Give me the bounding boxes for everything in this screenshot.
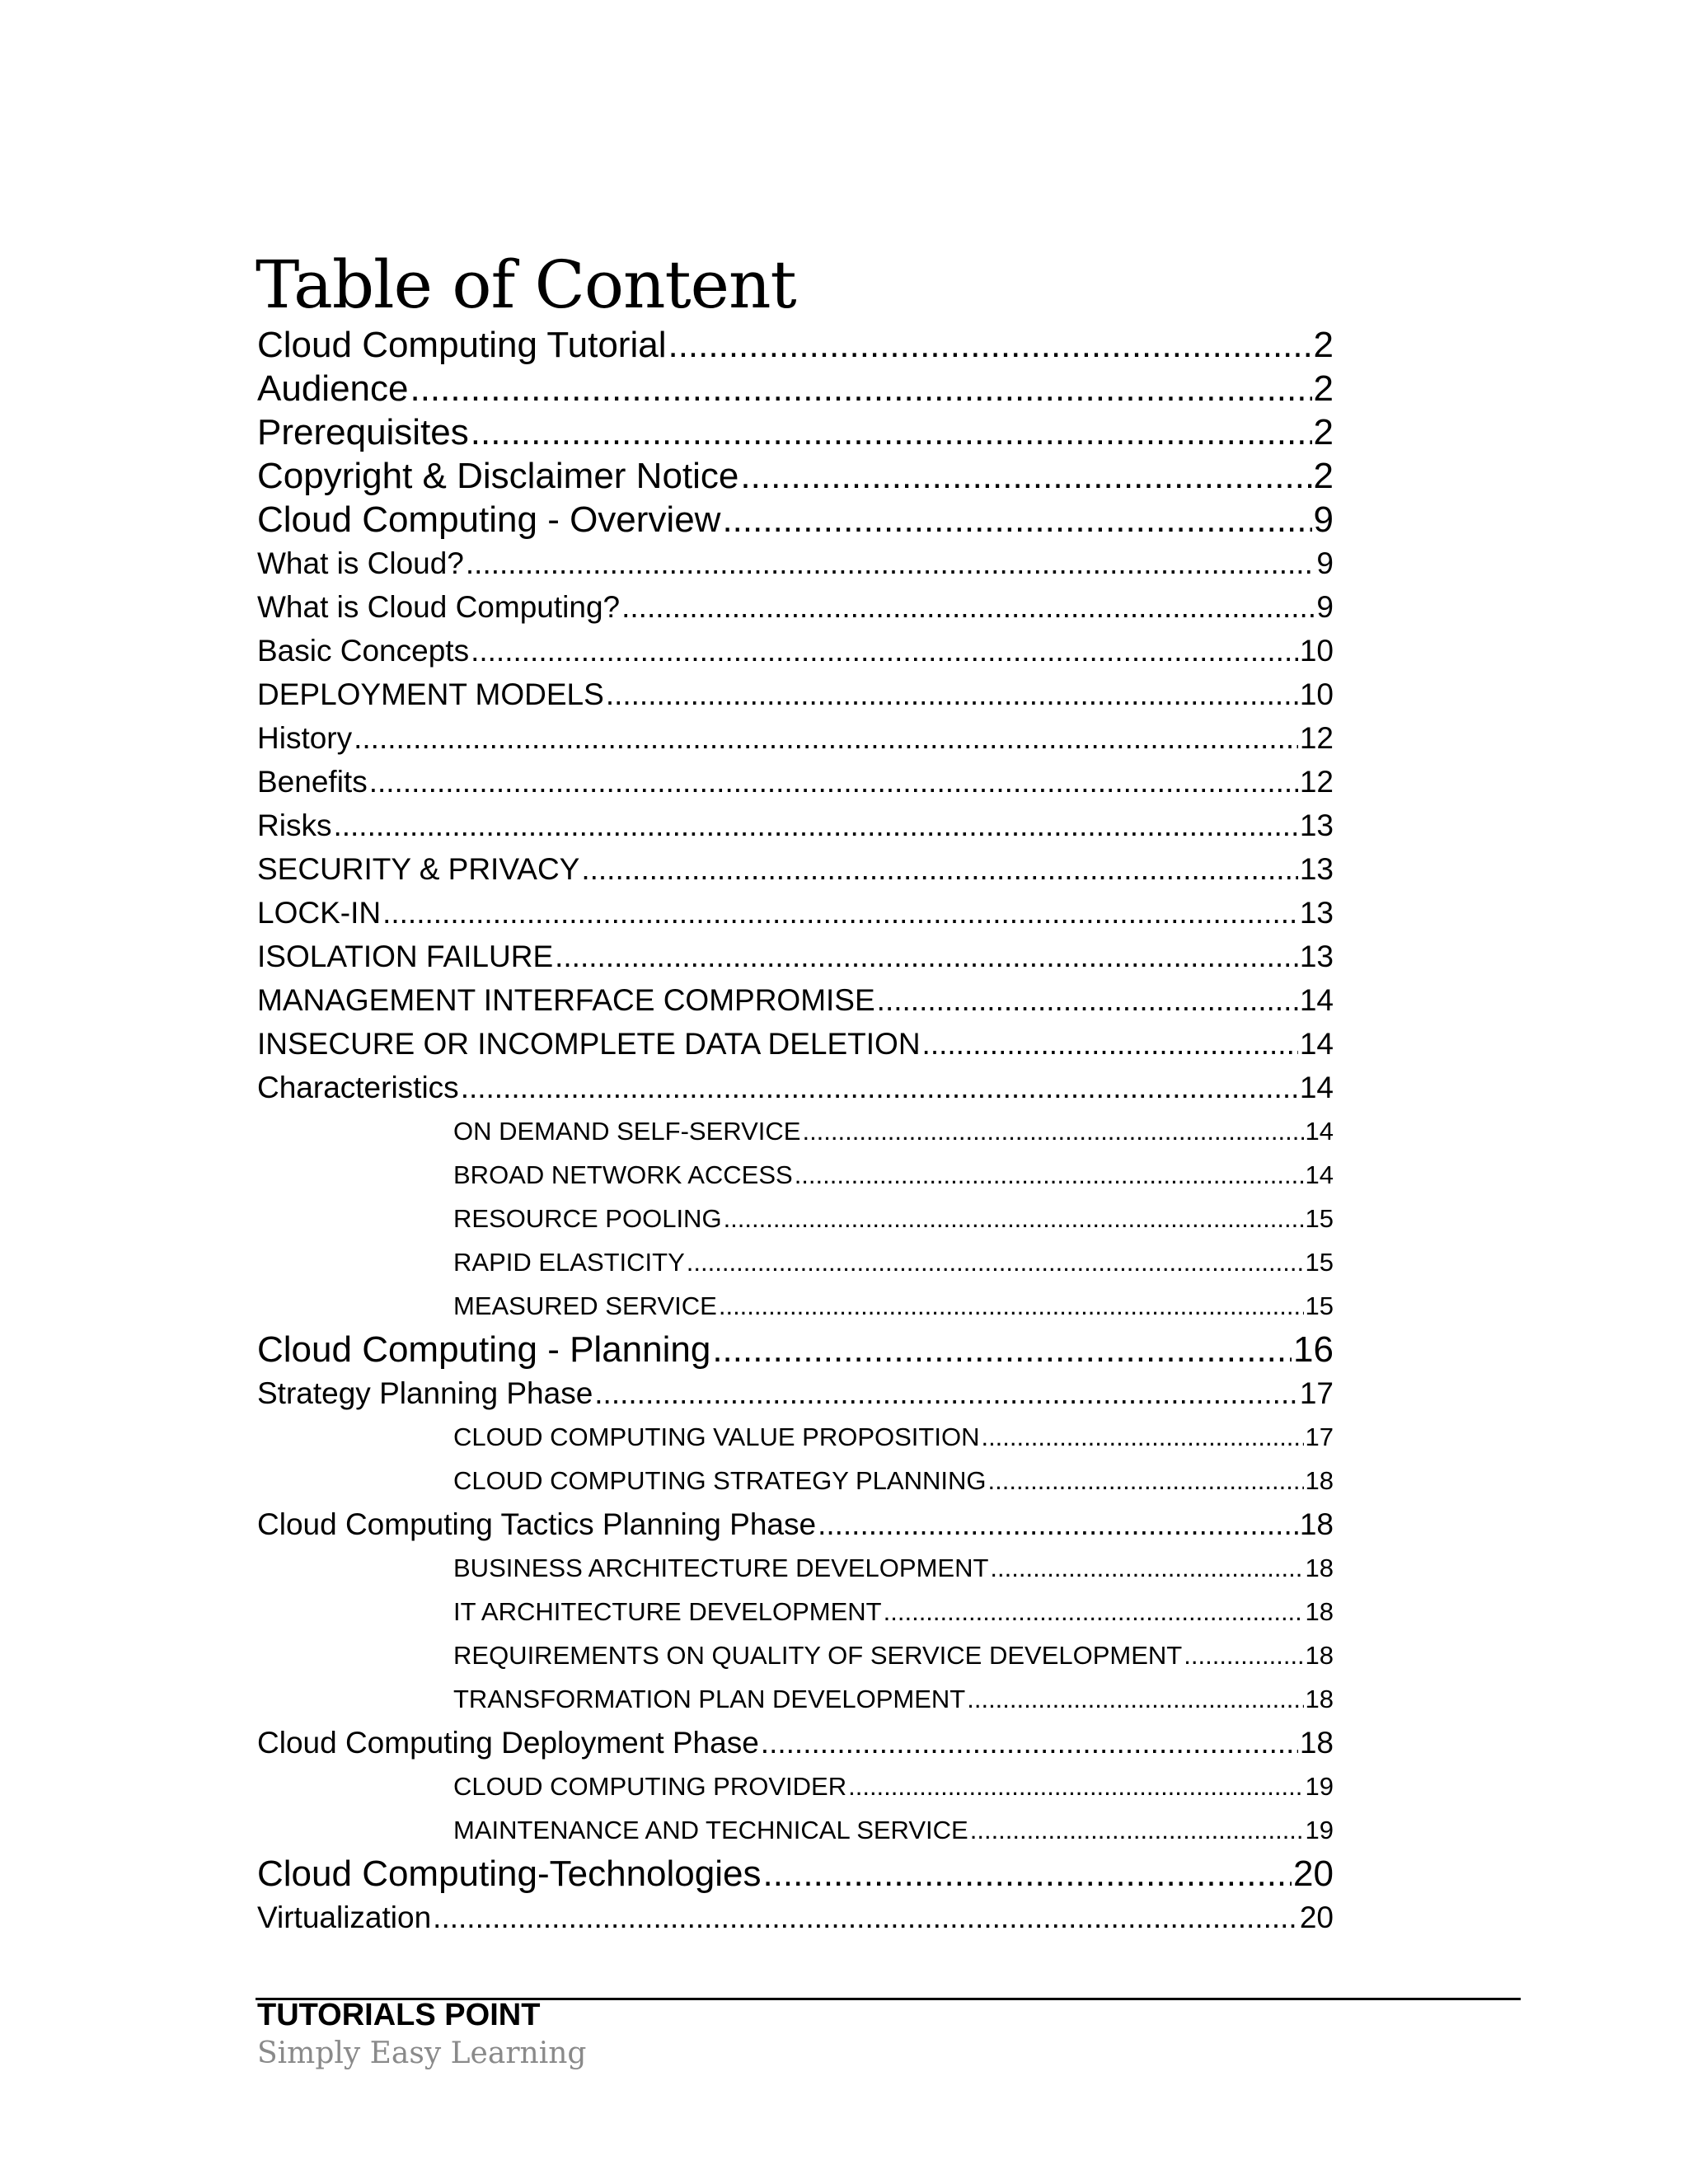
toc-dot-leader bbox=[687, 1246, 1304, 1279]
toc-dot-leader bbox=[1184, 1639, 1303, 1672]
toc-entry[interactable] bbox=[453, 1770, 1334, 1803]
toc-entry[interactable] bbox=[257, 982, 1334, 1019]
toc-entry[interactable] bbox=[453, 1639, 1334, 1672]
toc-dot-leader bbox=[471, 632, 1298, 670]
toc-entry[interactable] bbox=[257, 632, 1334, 670]
toc-dot-leader bbox=[555, 938, 1298, 976]
toc-entry-label: ISOLATION FAILURE bbox=[257, 939, 554, 973]
toc-entry-label: Prerequisites bbox=[257, 411, 469, 452]
toc-dot-leader bbox=[668, 323, 1311, 368]
toc-entry-label: Virtualization bbox=[257, 1900, 432, 1934]
toc-dot-leader bbox=[382, 894, 1298, 932]
toc-entry-page-number: 18 bbox=[1299, 1507, 1334, 1541]
toc-entry-page-number: 15 bbox=[1305, 1247, 1334, 1277]
toc-dot-leader bbox=[802, 1115, 1303, 1148]
toc-entry-label: RAPID ELASTICITY bbox=[453, 1247, 685, 1277]
toc-entry-page-number: 9 bbox=[1316, 546, 1334, 580]
toc-entry[interactable] bbox=[257, 938, 1334, 976]
toc-dot-leader bbox=[922, 1025, 1298, 1063]
toc-dot-leader bbox=[410, 367, 1311, 411]
toc-entry-label: Risks bbox=[257, 808, 332, 842]
toc-dot-leader bbox=[621, 588, 1315, 626]
toc-dot-leader bbox=[712, 1328, 1292, 1372]
toc-dot-leader bbox=[466, 545, 1315, 583]
toc-entry-label: What is Cloud? bbox=[257, 546, 464, 580]
toc-dot-leader bbox=[606, 676, 1298, 714]
toc-entry-page-number: 17 bbox=[1299, 1376, 1334, 1410]
toc-entry-page-number: 10 bbox=[1299, 633, 1334, 668]
toc-dot-leader bbox=[761, 1724, 1298, 1762]
toc-entry-page-number: 2 bbox=[1313, 324, 1334, 365]
toc-entry[interactable] bbox=[257, 851, 1334, 888]
toc-entry-label: Cloud Computing Tutorial bbox=[257, 324, 667, 365]
toc-entry-label: RESOURCE POOLING bbox=[453, 1203, 722, 1233]
toc-entry[interactable] bbox=[257, 1328, 1334, 1372]
toc-dot-leader bbox=[848, 1770, 1303, 1803]
toc-entry[interactable] bbox=[453, 1814, 1334, 1847]
toc-entry-page-number: 2 bbox=[1313, 368, 1334, 409]
toc-dot-leader bbox=[333, 807, 1297, 845]
toc-entry-label: Cloud Computing - Planning bbox=[257, 1329, 711, 1370]
toc-entry-label: Characteristics bbox=[257, 1070, 459, 1104]
toc-entry-page-number: 13 bbox=[1299, 939, 1334, 973]
toc-dot-leader bbox=[433, 1899, 1298, 1937]
toc-entry-label: Cloud Computing Tactics Planning Phase bbox=[257, 1507, 817, 1541]
toc-entry-page-number: 20 bbox=[1299, 1900, 1334, 1934]
toc-entry-page-number: 13 bbox=[1299, 808, 1334, 842]
toc-entry-page-number: 12 bbox=[1299, 764, 1334, 799]
toc-entry-page-number: 14 bbox=[1299, 1070, 1334, 1104]
toc-entry-page-number: 18 bbox=[1299, 1725, 1334, 1760]
toc-entry-page-number: 18 bbox=[1305, 1684, 1334, 1713]
toc-entry-page-number: 18 bbox=[1305, 1640, 1334, 1670]
toc-entry[interactable] bbox=[257, 1069, 1334, 1107]
toc-entry-label: Audience bbox=[257, 368, 409, 409]
toc-dot-leader bbox=[988, 1465, 1304, 1497]
toc-entry-page-number: 14 bbox=[1299, 1026, 1334, 1061]
toc-entry-page-number: 9 bbox=[1316, 589, 1334, 624]
toc-dot-leader bbox=[461, 1069, 1298, 1107]
toc-entry[interactable] bbox=[453, 1683, 1334, 1716]
toc-entry[interactable] bbox=[453, 1552, 1334, 1585]
toc-entry-label: CLOUD COMPUTING STRATEGY PLANNING bbox=[453, 1465, 987, 1495]
toc-entry[interactable] bbox=[257, 1852, 1334, 1896]
toc-entry-page-number: 12 bbox=[1299, 720, 1334, 755]
toc-entry[interactable] bbox=[257, 1899, 1334, 1937]
toc-entry-label: Cloud Computing-Technologies bbox=[257, 1853, 762, 1894]
toc-entry-label: INSECURE OR INCOMPLETE DATA DELETION bbox=[257, 1026, 921, 1061]
toc-entry-label: What is Cloud Computing? bbox=[257, 589, 621, 624]
toc-entry-page-number: 18 bbox=[1305, 1596, 1334, 1626]
toc-entry[interactable] bbox=[453, 1246, 1334, 1279]
toc-entry-label: Strategy Planning Phase bbox=[257, 1376, 593, 1410]
toc-entry[interactable] bbox=[257, 410, 1334, 455]
toc-entry-label: Cloud Computing Deployment Phase bbox=[257, 1725, 759, 1760]
toc-entry-page-number: 18 bbox=[1305, 1465, 1334, 1495]
toc-entry-label: CLOUD COMPUTING VALUE PROPOSITION bbox=[453, 1422, 980, 1451]
toc-dot-leader bbox=[369, 763, 1298, 801]
toc-entry[interactable] bbox=[257, 894, 1334, 932]
toc-dot-leader bbox=[722, 498, 1311, 542]
toc-entry-label: CLOUD COMPUTING PROVIDER bbox=[453, 1771, 847, 1801]
toc-entry-page-number: 14 bbox=[1299, 982, 1334, 1017]
toc-entry-label: Basic Concepts bbox=[257, 633, 470, 668]
toc-dot-leader bbox=[877, 982, 1298, 1019]
toc-entry-label: MANAGEMENT INTERFACE COMPROMISE bbox=[257, 982, 875, 1017]
toc-entry[interactable] bbox=[257, 719, 1334, 757]
toc-entry-label: LOCK-IN bbox=[257, 895, 382, 930]
toc-dot-leader bbox=[719, 1290, 1304, 1323]
toc-entry[interactable] bbox=[257, 545, 1334, 583]
toc-entry-label: ON DEMAND SELF-SERVICE bbox=[453, 1116, 801, 1146]
toc-entry-page-number: 17 bbox=[1305, 1422, 1334, 1451]
toc-dot-leader bbox=[762, 1852, 1292, 1896]
toc-entry[interactable] bbox=[257, 676, 1334, 714]
toc-entry[interactable] bbox=[453, 1596, 1334, 1629]
toc-entry-label: Benefits bbox=[257, 764, 368, 799]
toc-entry-page-number: 13 bbox=[1299, 851, 1334, 886]
toc-entry[interactable] bbox=[257, 1025, 1334, 1063]
toc-dot-leader bbox=[884, 1596, 1304, 1629]
toc-entry-label: BROAD NETWORK ACCESS bbox=[453, 1160, 793, 1189]
toc-entry-label: TRANSFORMATION PLAN DEVELOPMENT bbox=[453, 1684, 966, 1713]
toc-entry[interactable] bbox=[257, 498, 1334, 542]
toc-entry-page-number: 15 bbox=[1305, 1203, 1334, 1233]
page-title: Table of Content bbox=[256, 246, 796, 323]
toc-entry[interactable] bbox=[453, 1202, 1334, 1235]
toc-entry-page-number: 15 bbox=[1305, 1291, 1334, 1320]
toc-entry[interactable] bbox=[453, 1115, 1334, 1148]
toc-entry-page-number: 19 bbox=[1305, 1815, 1334, 1844]
toc-entry-label: BUSINESS ARCHITECTURE DEVELOPMENT bbox=[453, 1553, 989, 1582]
toc-dot-leader bbox=[354, 719, 1298, 757]
toc-entry[interactable] bbox=[453, 1465, 1334, 1497]
toc-entry-page-number: 19 bbox=[1305, 1771, 1334, 1801]
toc-entry-label: Cloud Computing - Overview bbox=[257, 499, 721, 540]
footer-brand: TUTORIALS POINT bbox=[257, 1998, 541, 2032]
toc-entry-page-number: 9 bbox=[1313, 499, 1334, 540]
toc-entry[interactable] bbox=[257, 1375, 1334, 1413]
toc-entry-page-number: 13 bbox=[1299, 895, 1334, 930]
toc-entry[interactable] bbox=[257, 367, 1334, 411]
toc-entry-label: MAINTENANCE AND TECHNICAL SERVICE bbox=[453, 1815, 968, 1844]
toc-entry[interactable] bbox=[257, 323, 1334, 368]
toc-dot-leader bbox=[818, 1506, 1298, 1544]
toc-entry-label: DEPLOYMENT MODELS bbox=[257, 677, 604, 711]
toc-entry-page-number: 16 bbox=[1293, 1329, 1334, 1370]
toc-entry[interactable] bbox=[257, 1724, 1334, 1762]
toc-entry-page-number: 20 bbox=[1293, 1853, 1334, 1894]
toc-dot-leader bbox=[981, 1421, 1303, 1454]
toc-dot-leader bbox=[740, 454, 1311, 499]
toc-entry-page-number: 14 bbox=[1305, 1116, 1334, 1146]
toc-dot-leader bbox=[795, 1159, 1304, 1192]
toc-entry[interactable] bbox=[257, 807, 1334, 845]
toc-dot-leader bbox=[581, 851, 1298, 888]
toc-entry[interactable] bbox=[453, 1421, 1334, 1454]
toc-dot-leader bbox=[724, 1202, 1304, 1235]
toc-entry-page-number: 2 bbox=[1313, 455, 1334, 496]
toc-entry[interactable] bbox=[257, 588, 1334, 626]
toc-dot-leader bbox=[970, 1814, 1304, 1847]
toc-entry[interactable] bbox=[453, 1159, 1334, 1192]
toc-entry[interactable] bbox=[257, 763, 1334, 801]
toc-entry-label: History bbox=[257, 720, 353, 755]
toc-entry-label: IT ARCHITECTURE DEVELOPMENT bbox=[453, 1596, 882, 1626]
footer-tagline: Simply Easy Learning bbox=[257, 2036, 587, 2070]
toc-entry-page-number: 14 bbox=[1305, 1160, 1334, 1189]
toc-dot-leader bbox=[990, 1552, 1303, 1585]
toc-entry-page-number: 2 bbox=[1313, 411, 1334, 452]
toc-entry-page-number: 18 bbox=[1305, 1553, 1334, 1582]
toc-entry-label: REQUIREMENTS ON QUALITY OF SERVICE DEVELOPMENT bbox=[453, 1640, 1183, 1670]
toc-entry-label: SECURITY & PRIVACY bbox=[257, 851, 580, 886]
toc-entry[interactable] bbox=[453, 1290, 1334, 1323]
toc-dot-leader bbox=[594, 1375, 1298, 1413]
toc-dot-leader bbox=[471, 410, 1312, 455]
toc-entry[interactable] bbox=[257, 1506, 1334, 1544]
toc-dot-leader bbox=[967, 1683, 1303, 1716]
toc-entry-label: MEASURED SERVICE bbox=[453, 1291, 717, 1320]
toc-entry-label: Copyright & Disclaimer Notice bbox=[257, 455, 739, 496]
toc-entry-page-number: 10 bbox=[1299, 677, 1334, 711]
toc-entry[interactable] bbox=[257, 454, 1334, 499]
